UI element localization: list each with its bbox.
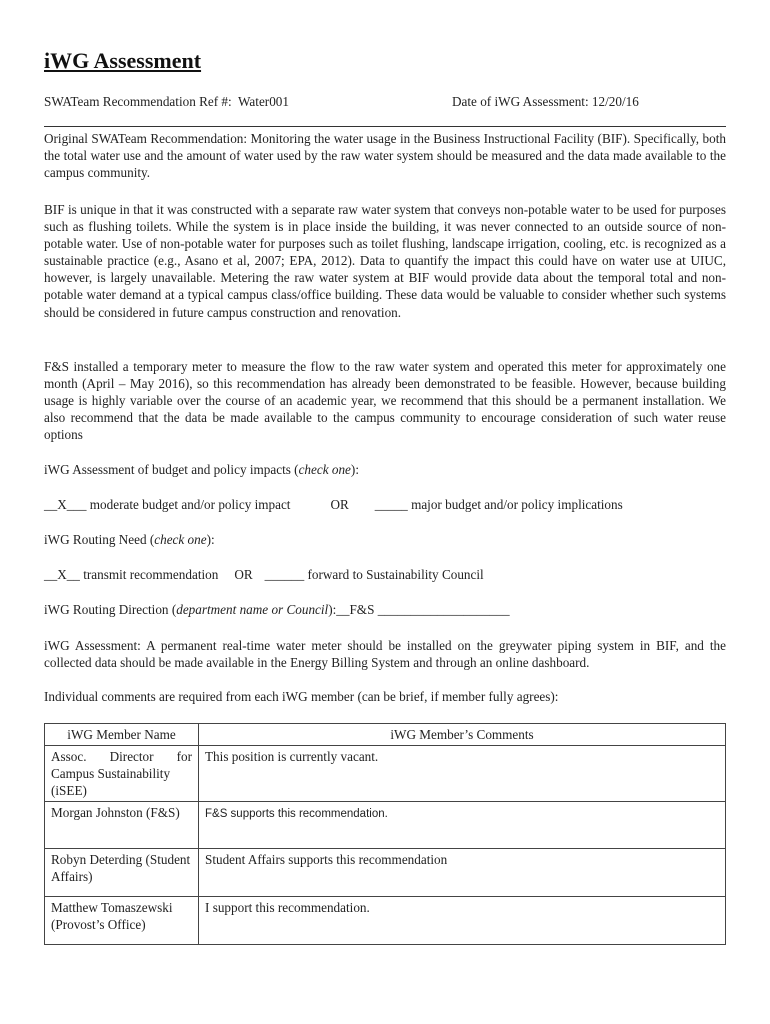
table-row <box>45 897 726 945</box>
member-name: Matthew Tomaszewski (Provost’s Office) <box>45 897 199 945</box>
check-one-hint: check one <box>298 462 351 477</box>
routing-need-text: iWG Routing Need ( <box>44 532 155 547</box>
routing-direction-value: ):__F&S ____________________ <box>328 602 510 617</box>
routing-option-transmit: __X__ transmit recommendation <box>44 567 219 582</box>
routing-options <box>44 567 726 583</box>
table-row <box>45 849 726 897</box>
date-value: 12/20/16 <box>591 94 639 109</box>
member-name-rest: Campus Sustainability (iSEE) <box>51 766 171 798</box>
budget-prompt <box>44 462 726 478</box>
budget-option-major: _____ major budget and/or policy implications <box>374 497 623 512</box>
check-one-hint-2: check one <box>154 532 207 547</box>
header-member-comments: iWG Member’s Comments <box>199 724 726 746</box>
prompt-close: ): <box>350 462 359 477</box>
original-recommendation-paragraph: Original SWATeam Recommendation: Monitoring the water usage in the Business Instructional Facility (BIF). Specifically, both the total water use and the amount of water used by the raw water system should be measured and the data made available to the campus community. <box>44 131 726 181</box>
prompt-close-2: ): <box>206 532 215 547</box>
member-comment: This position is currently vacant. <box>199 746 726 802</box>
page-title: iWG Assessment <box>44 48 202 73</box>
table-header-row <box>45 724 726 746</box>
ref-label: SWATeam Recommendation Ref #: <box>44 94 232 109</box>
table-row <box>45 802 726 849</box>
or-label: OR <box>330 497 349 512</box>
member-comment-text: F&S supports this recommendation. <box>205 808 388 820</box>
fs-installation-paragraph: F&S installed a temporary meter to measure the flow to the raw water system and operated this meter for approximately one month (April – May 2016), so this recommendation has already been demonstrated to be feasible. However, because building usage is highly variable over the course of an academic year, we recommend that this should be a permanent installation. We also recommend that the data be made available to the campus community to encourage consideration of such water reuse options <box>44 359 726 443</box>
routing-direction <box>44 602 726 618</box>
table-row <box>45 746 726 802</box>
routing-need-prompt <box>44 532 726 548</box>
reference-line <box>44 94 726 112</box>
assessment-paragraph: iWG Assessment: A permanent real-time water meter should be installed on the greywater piping system in BIF, and the collected data should be made available in the Energy Billing System and through an online dashboard. <box>44 638 726 671</box>
date-label: Date of iWG Assessment: <box>452 94 589 109</box>
individual-comments-prompt: Individual comments are required from each iWG member (can be brief, if member fully agrees): <box>44 689 559 704</box>
header-member-name: iWG Member Name <box>45 724 199 746</box>
ref-value: Water001 <box>238 94 289 109</box>
routing-direction-hint: department name or Council <box>176 602 329 617</box>
member-name: Morgan Johnston (F&S) <box>45 802 199 849</box>
member-comments-table <box>44 723 726 945</box>
divider <box>44 126 726 127</box>
bif-description-paragraph: BIF is unique in that it was constructed with a separate raw water system that conveys non-potable water to be used for purposes such as flushing toilets. While the system is in place inside the building, it was never connected to an outside source of non-potable water. Use of non-potable water for purposes such as toilet flushing, landscape irrigation, cooling, etc. is recognized as a sustainable practice (e.g., Asano et al, 2007; EPA, 2012). Data to quantify the impact this could have on water use at UIUC, however, is largely unavailable. Metering the raw water system at BIF would provide data about the temporal total and non-potable water demand at a typical campus class/office building. These data would be valuable to consider whether such systems should be considered in future campus construction and renovation. <box>44 202 726 320</box>
budget-prompt-text: iWG Assessment of budget and policy impacts ( <box>44 462 299 477</box>
date-field <box>452 94 639 110</box>
member-comment <box>199 802 726 849</box>
budget-option-moderate: __X___ moderate budget and/or policy impact <box>44 497 291 512</box>
routing-option-forward: ______ forward to Sustainability Council <box>264 567 484 582</box>
member-name-line: Assoc. Director for <box>51 749 192 764</box>
member-name: Robyn Deterding (Student Affairs) <box>45 849 199 897</box>
member-comment: Student Affairs supports this recommendation <box>199 849 726 897</box>
member-comment: I support this recommendation. <box>199 897 726 945</box>
ref-field <box>44 94 289 110</box>
member-name <box>45 746 199 802</box>
budget-options <box>44 497 726 513</box>
or-label-2: OR <box>234 567 253 582</box>
routing-direction-text: iWG Routing Direction ( <box>44 602 177 617</box>
